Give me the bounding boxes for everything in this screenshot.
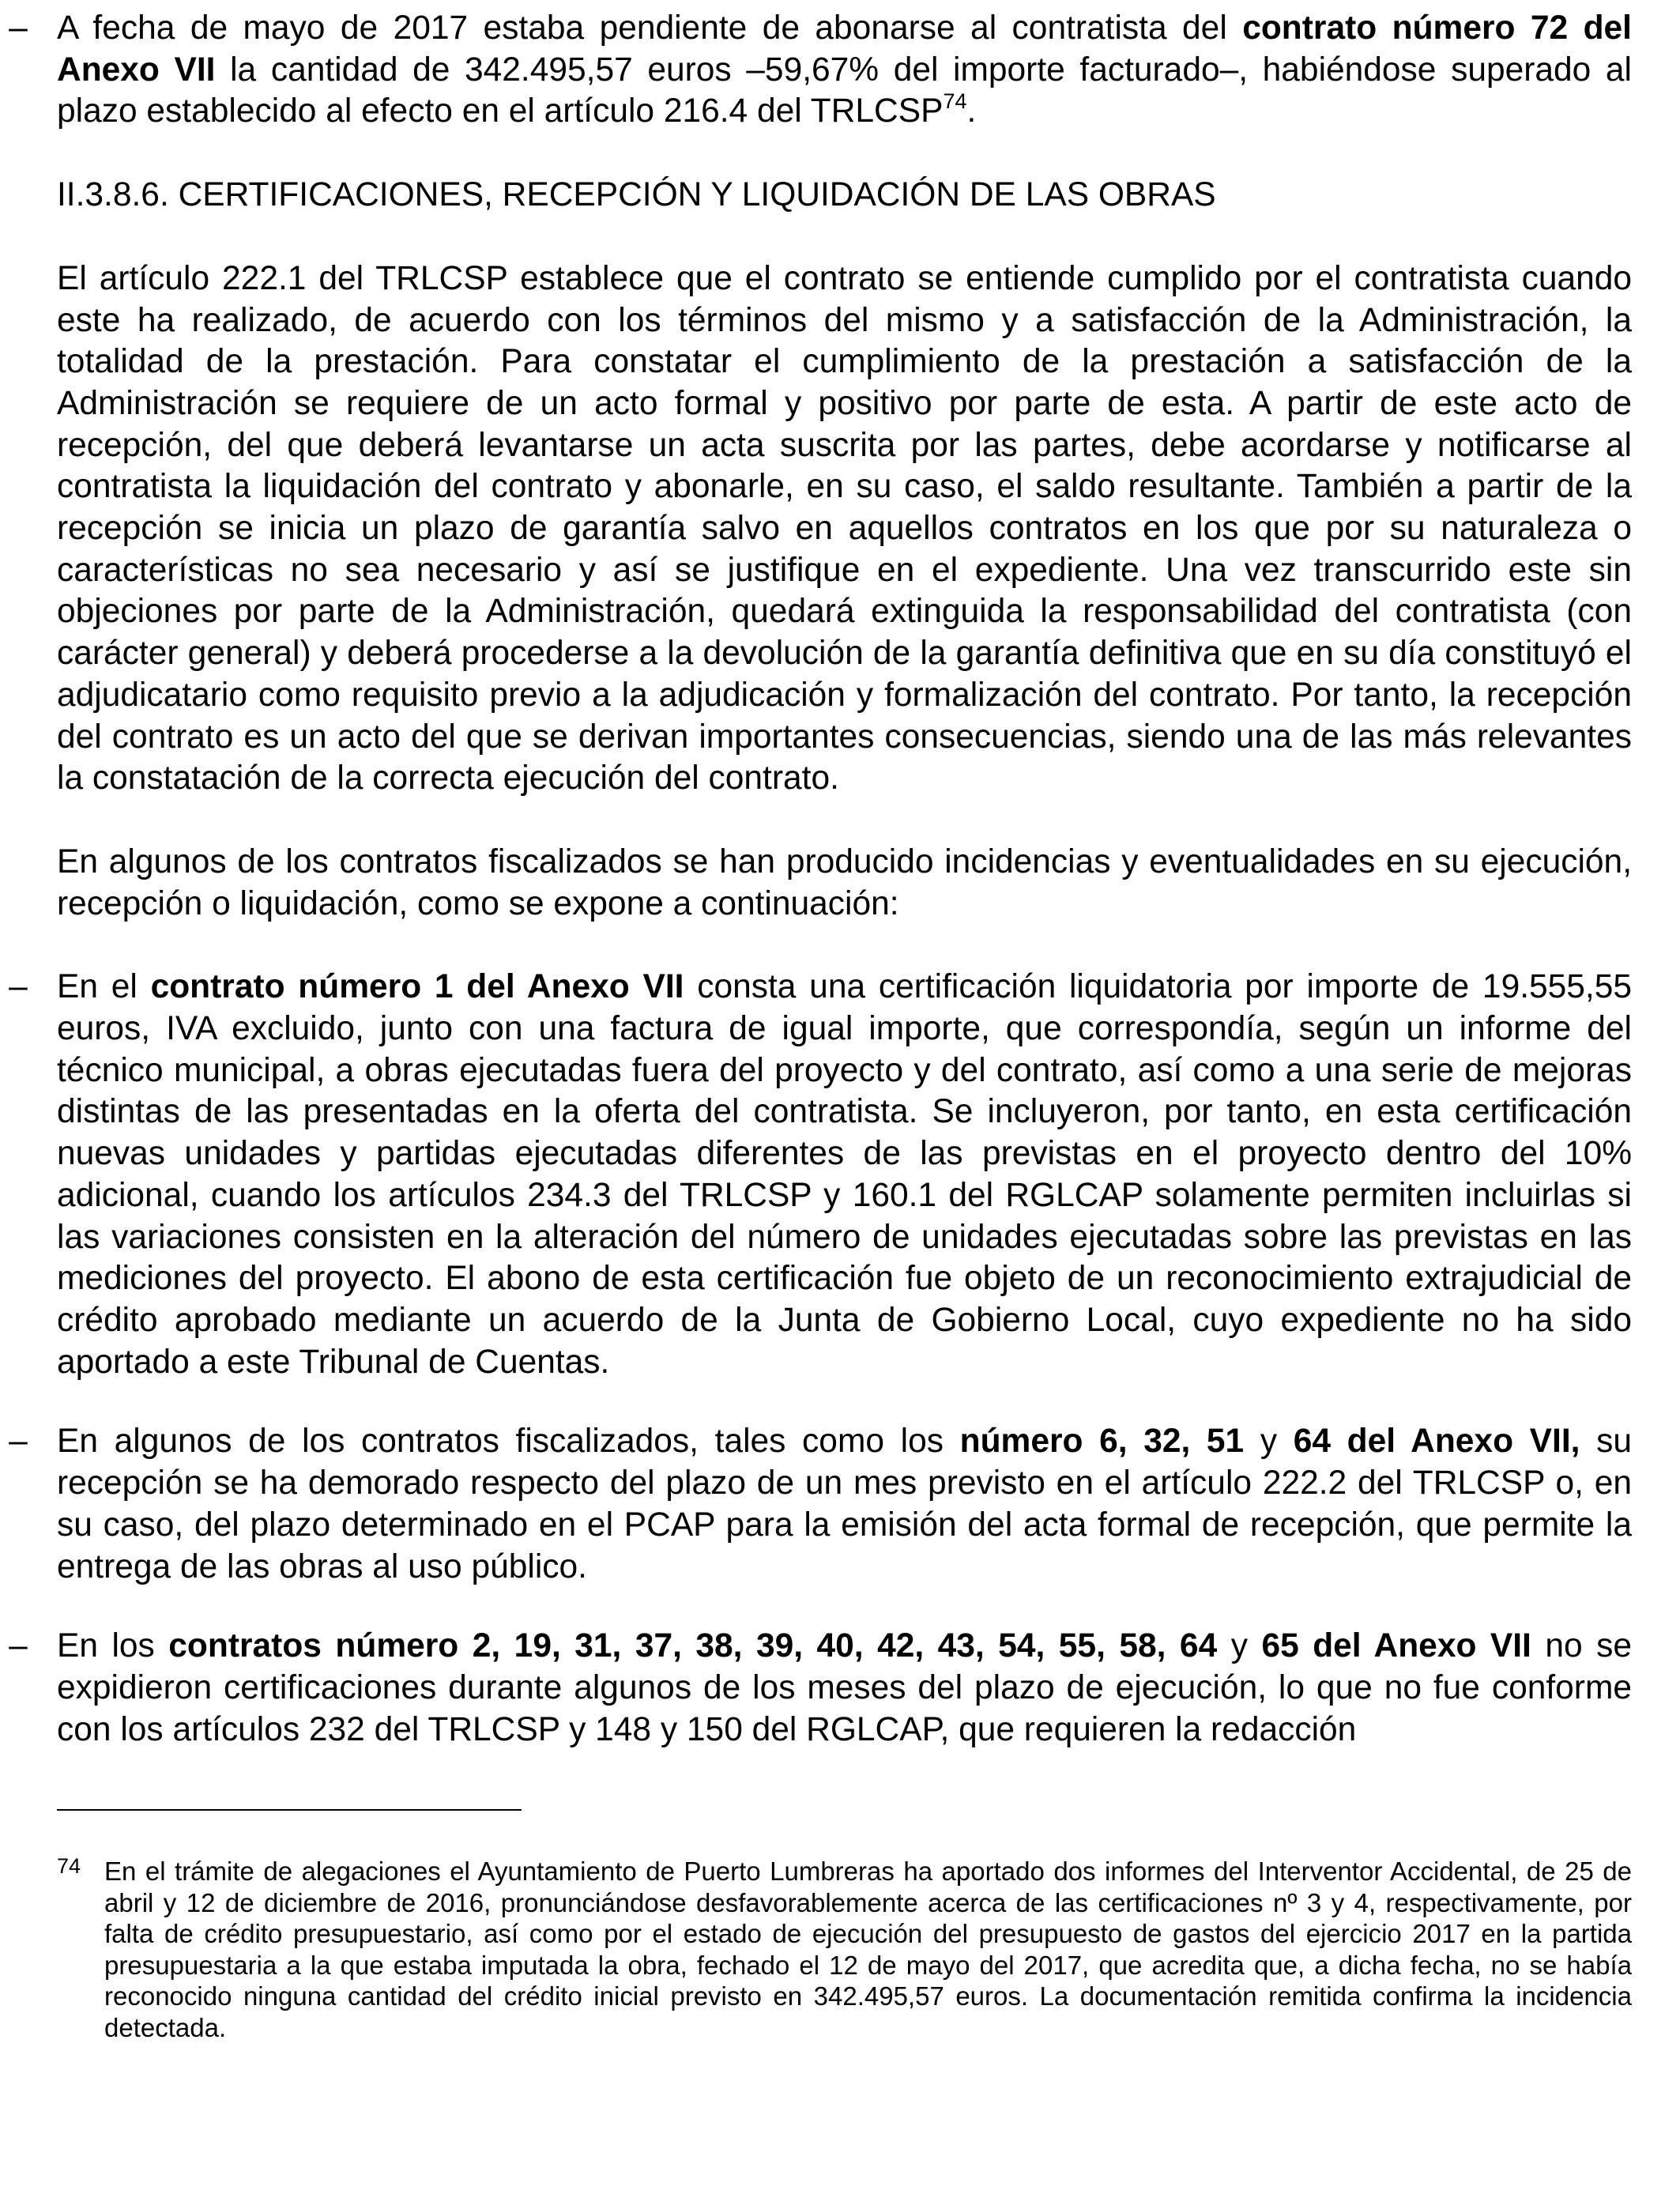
footnote-74 — [57, 1856, 1632, 2044]
text-run: consta una certificación liquidatoria por importe de 19.555,55 euros, IVA excluido, junto con una factura de igual importe, que correspondía, según un informe del técnico municipal, a obras ejecutadas fuera del proyecto y del contrato, así como a una serie de mejoras distintas de las presentadas en la oferta del contratista. Se incluyeron, por tanto, en esta certificación nuevas unidades y partidas ejecutadas diferentes de las previstas en el proyecto dentro del 10% adicional, cuando los artículos 234.3 del TRLCSP y 160.1 del RGLCAP solamente permiten incluirlas si las variaciones consisten en la alteración del número de unidades ejecutadas sobre las previstas en las mediciones del proyecto. El abono de esta certificación fue objeto de un reconocimiento extrajudicial de crédito aprobado mediante un acuerdo de la Junta de Gobierno Local, cuyo expediente no ha sido aportado a este Tribunal de Cuentas. — [57, 968, 1632, 1381]
text-run: En los — [57, 1627, 169, 1665]
section-heading: II.3.8.6. CERTIFICACIONES, RECEPCIÓN Y LIQUIDACIÓN DE LAS OBRAS — [57, 176, 1216, 214]
text-run: En el — [57, 968, 151, 1006]
text-run: . — [966, 92, 977, 130]
bold-run: contrato número 1 del Anexo VII — [150, 968, 684, 1006]
paragraph-certificaciones — [57, 1626, 1632, 1751]
dash-bullet: – — [9, 1627, 28, 1665]
paragraph-contract-1 — [57, 967, 1632, 1383]
text-run: su recepción se ha demorado respecto del plazo de un mes previsto en el artículo 222.2 del TRLCSP o, en su caso, del plazo determinado en el PCAP para la emisión del acta formal de recepción, que permite la entrega de las obras al uso público. — [57, 1423, 1632, 1585]
footnote-separator — [57, 1809, 522, 1811]
text-run: y — [1217, 1627, 1262, 1665]
bold-run: 64 del Anexo VII, — [1293, 1423, 1580, 1461]
main-text — [9, 8, 1633, 1751]
footnote-mark: 74 — [57, 1854, 81, 1878]
paragraph-contract-72 — [57, 8, 1632, 133]
dash-bullet: – — [9, 1423, 28, 1461]
text-run: En algunos de los contratos fiscalizados, tales como los — [57, 1423, 960, 1461]
paragraph-article-222: El artículo 222.1 del TRLCSP establece que el contrato se entiende cumplido por el contratista cuando este ha realizado, de acuerdo con los términos del mismo y a satisfacción de la Administración, la totalidad de la prestación. Para constatar el cumplimiento de la prestación a satisfacción de la Administración se requiere de un acto formal y positivo por parte de esta. A partir de este acto de recepción, del que deberá levantarse un acta suscrita por las partes, debe acordarse y notificarse al contratista la liquidación del contrato y abonarle, en su caso, el saldo resultante. También a partir de la recepción se inicia un plazo de garantía salvo en aquellos contratos en los que por su naturaleza o características no sea necesario y así se justifique en el expediente. Una vez transcurrido este sin objeciones por parte de la Administración, quedará extinguida la responsabilidad del contratista (con carácter general) y deberá procederse a la devolución de la garantía definitiva que en su día constituyó el adjudicatario como requisito previo a la adjudicación y formalización del contrato. Por tanto, la recepción del contrato es un acto del que se derivan importantes consecuencias, siendo una de las más relevantes la constatación de la correcta ejecución del contrato. — [57, 259, 1632, 797]
bold-run: número 6, 32, 51 — [959, 1423, 1245, 1461]
list-item-certificaciones — [9, 1626, 1633, 1751]
list-item-recepcion-demorada — [9, 1421, 1632, 1588]
text-run: y — [1244, 1423, 1294, 1461]
text-run: no se expidieron certificaciones durante algunos de los meses del plazo de ejecución, lo que no fue conforme con los artículos 232 del TRLCSP y 148 y 150 del RGLCAP, que requieren la redacción — [57, 1627, 1633, 1748]
footnote-text: En el trámite de alegaciones el Ayuntamiento de Puerto Lumbreras ha aportado dos informes del Interventor Accidental, de 25 de abril y 12 de diciembre de 2016, pronunciándose desfavorablemente acerca de las certificaciones nº 3 y 4, respectivamente, por falta de crédito presupuestario, así como por el estado de ejecución del presupuesto de gastos del ejercicio 2017 en la partida presupuestaria a la que estaba imputada la obra, fechado el 12 de mayo del 2017, que acredita que, a dicha fecha, no se había reconocido ninguna cantidad del crédito inicial previsto en 342.495,57 euros. La documentación remitida confirma la incidencia detectada. — [104, 1857, 1632, 2042]
bold-run: 65 del Anexo VII — [1261, 1627, 1531, 1665]
dash-bullet: – — [9, 9, 28, 47]
paragraph-incidencias: En algunos de los contratos fiscalizados se han producido incidencias y eventualidades en su ejecución, recepción o liquidación, como se expone a continuación: — [57, 843, 1632, 922]
footnote-reference[interactable]: 74 — [943, 89, 967, 114]
dash-bullet: – — [9, 968, 28, 1006]
paragraph-recepcion-demorada — [57, 1421, 1632, 1588]
text-run: A fecha de mayo de 2017 estaba pendiente de abonarse al contratista del — [57, 9, 1243, 47]
bold-run: contratos número 2, 19, 31, 37, 38, 39, 40, 42, 43, 54, 55, 58, 64 — [168, 1627, 1218, 1665]
text-run: la cantidad de 342.495,57 euros –59,67% del importe facturado–, habiéndose superado al plazo establecido al efecto en el artículo 216.4 del TRLCSP — [57, 51, 1632, 130]
bold-run: contrato número 72 del Anexo VII — [57, 9, 1632, 89]
list-item-contract-72 — [9, 8, 1632, 133]
list-item-contract-1 — [9, 967, 1632, 1383]
